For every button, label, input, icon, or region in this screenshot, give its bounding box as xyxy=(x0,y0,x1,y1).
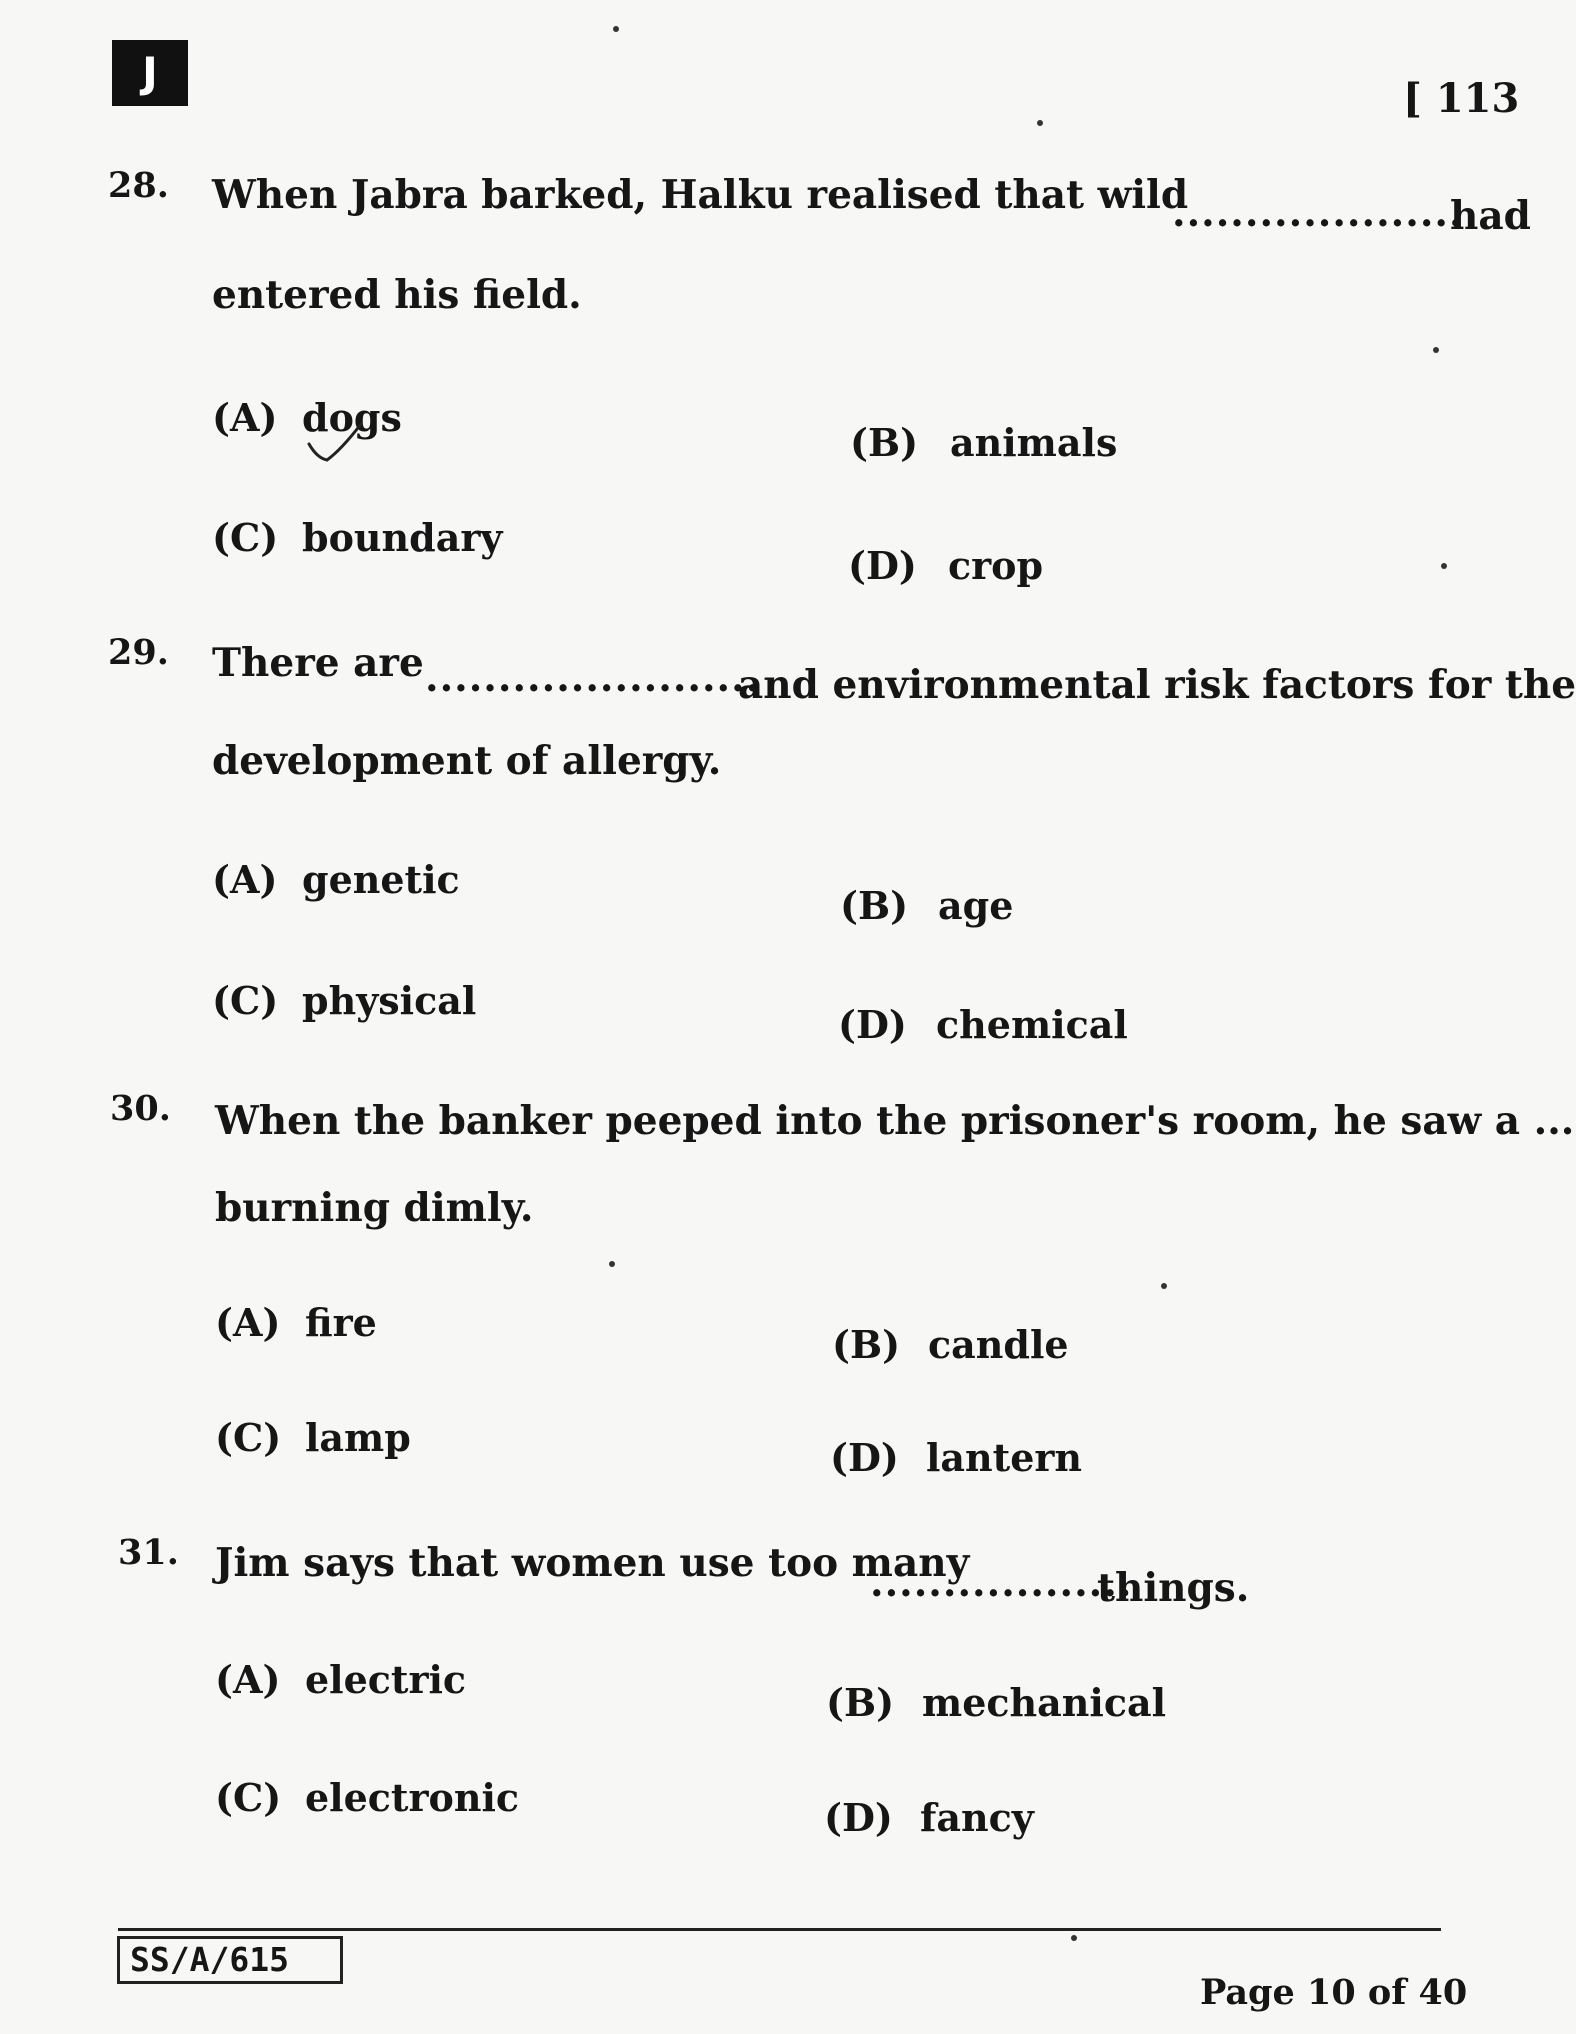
option-text: electronic xyxy=(305,1775,520,1820)
question-31-option-c xyxy=(215,1775,519,1820)
question-30-option-b xyxy=(832,1322,1069,1367)
footer-rule xyxy=(118,1928,1441,1931)
option-key: (D) xyxy=(838,1002,907,1047)
question-28-option-d xyxy=(848,543,1043,588)
question-30-option-d xyxy=(830,1435,1082,1480)
option-key: (A) xyxy=(212,857,278,902)
question-29-text-start: There are xyxy=(212,640,424,686)
question-30-option-c xyxy=(215,1415,411,1460)
page-reference: [ 113 xyxy=(1403,75,1520,122)
scan-speck xyxy=(1433,347,1439,353)
option-text: mechanical xyxy=(922,1680,1167,1725)
set-badge: J xyxy=(112,40,188,106)
question-28-option-b xyxy=(850,420,1117,465)
option-key: (C) xyxy=(215,1775,282,1820)
question-28-text-line2: entered his field. xyxy=(212,272,582,318)
option-key: (B) xyxy=(840,883,909,928)
question-28-text-line1-end: had xyxy=(1450,193,1531,239)
question-29-option-b xyxy=(840,883,1013,928)
question-29-option-c xyxy=(212,978,476,1023)
question-28-text-line1: When Jabra barked, Halku realised that wild xyxy=(212,172,1189,218)
question-30-number: 30. xyxy=(110,1088,171,1129)
scan-speck xyxy=(1037,120,1043,126)
question-30-text-line2: burning dimly. xyxy=(215,1185,534,1231)
paper-code: SS/A/615 xyxy=(117,1936,343,1984)
option-text: physical xyxy=(302,978,477,1023)
option-text: crop xyxy=(948,543,1044,588)
option-key: (B) xyxy=(850,420,919,465)
question-30-text-line1: When the banker peeped into the prisoner's room, he saw a ... xyxy=(215,1098,1575,1144)
question-31-number: 31. xyxy=(118,1532,179,1573)
option-text: dogs xyxy=(302,395,402,440)
question-29-text-line1: and environmental risk factors for the xyxy=(738,662,1576,708)
question-28-blank: .................... xyxy=(1172,190,1464,236)
question-31-option-a xyxy=(215,1657,466,1702)
option-text: electric xyxy=(305,1657,467,1702)
option-text: lantern xyxy=(926,1435,1083,1480)
option-key: (C) xyxy=(215,1415,282,1460)
option-key: (A) xyxy=(215,1657,281,1702)
question-29-blank: ....................... xyxy=(425,655,761,701)
option-text: age xyxy=(938,883,1014,928)
question-29-option-d xyxy=(838,1002,1128,1047)
option-key: (D) xyxy=(848,543,917,588)
option-text: candle xyxy=(928,1322,1069,1367)
option-key: (D) xyxy=(830,1435,899,1480)
question-29-text-line2: development of allergy. xyxy=(212,738,722,784)
page-number: Page 10 of 40 xyxy=(1200,1972,1468,2013)
option-key: (D) xyxy=(824,1795,893,1840)
scan-speck xyxy=(1071,1935,1077,1941)
question-31-blank: .................. xyxy=(870,1560,1133,1606)
option-key: (A) xyxy=(215,1300,281,1345)
question-28-option-c xyxy=(212,515,502,560)
option-text: fancy xyxy=(920,1795,1034,1840)
option-key: (C) xyxy=(212,515,279,560)
option-text: animals xyxy=(950,420,1118,465)
question-29-option-a xyxy=(212,857,460,902)
scan-speck xyxy=(1441,563,1447,569)
scan-speck xyxy=(613,26,619,32)
option-text: fire xyxy=(305,1300,377,1345)
option-text: boundary xyxy=(302,515,503,560)
option-text: chemical xyxy=(936,1002,1128,1047)
option-key: (A) xyxy=(212,395,278,440)
question-29-number: 29. xyxy=(108,632,169,673)
handwritten-tick-icon xyxy=(305,420,365,468)
question-31-text-line1: Jim says that women use too many xyxy=(215,1540,970,1586)
option-text: genetic xyxy=(302,857,460,902)
question-28-number: 28. xyxy=(108,165,169,206)
option-key: (B) xyxy=(832,1322,901,1367)
question-30-option-a xyxy=(215,1300,377,1345)
option-key: (C) xyxy=(212,978,279,1023)
option-text: lamp xyxy=(305,1415,411,1460)
scan-speck xyxy=(1161,1283,1167,1289)
question-31-option-d xyxy=(824,1795,1034,1840)
scan-speck xyxy=(609,1261,615,1267)
question-31-option-b xyxy=(826,1680,1166,1725)
option-key: (B) xyxy=(826,1680,895,1725)
question-31-text-line1-end: things. xyxy=(1097,1565,1250,1611)
